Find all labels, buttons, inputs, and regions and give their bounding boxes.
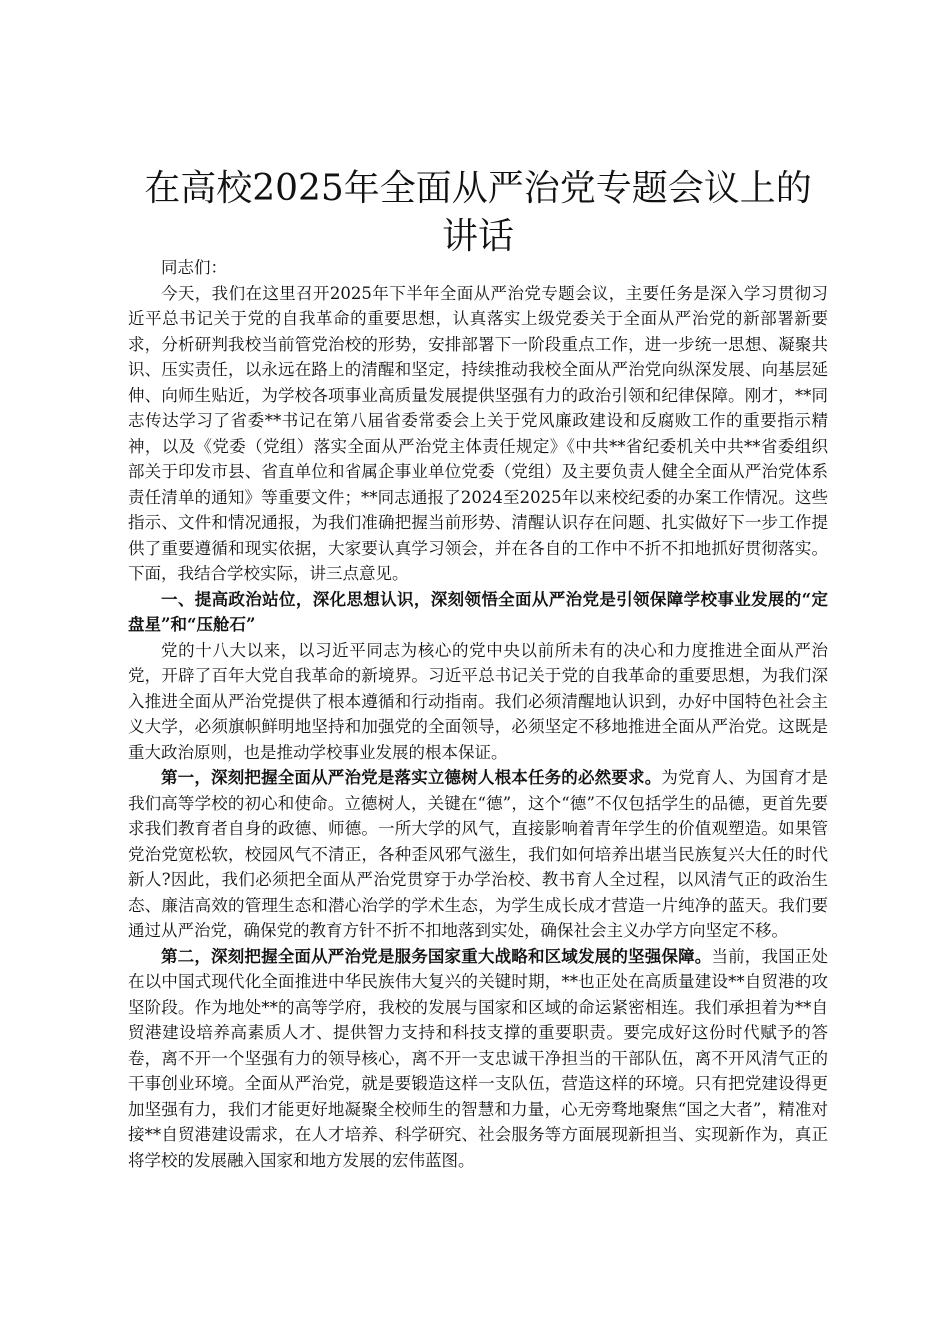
point-2-lead: 第二，深刻把握全面从严治党是服务国家重大战略和区域发展的坚强保障。 (161, 946, 712, 966)
point-1-text: 为党育人、为国育才是我们高等学校的初心和使命。立德树人，关键在“德”，这个“德”不仅包括学生的品德，更首先要求我们教育者自身的政德、师德。一所大学的风气，直接影响着青年学生的价值观塑造。如果管党治党宽松软，校园风气不清正，各种歪风邪气滋生，我们如何培养出堪当民族复兴大任的时代新人?因此，我们必须把全面从严治党贯穿于办学治校、教书育人全过程，以风清气正的政治生态、廉洁高效的管理生态和潜心治学的学术生态，为学生成长成才营造一片纯净的蓝天。我们要通过从严治党，确保党的教育方针不折不扣地落到实处，确保社会主义办学方向坚定不移。 (128, 768, 829, 940)
document-title: 在高校2025年全面从严治党专题会议上的讲话 (144, 168, 812, 257)
paragraph-section-1: 党的十八大以来，以习近平同志为核心的党中央以前所未有的决心和力度推进全面从严治党，开辟了百年大党自我革命的新境界。习近平总书记关于党的自我革命的重要思想，为我们深入推进全面从严治党提供了根本遵循和行动指南。我们必须清醒地认识到，办好中国特色社会主义大学，必须旗帜鲜明地坚持和加强党的全面领导，必须坚定不移地推进全面从严治党。这既是重大政治原则，也是推动学校事业发展的根本保证。 (128, 640, 828, 762)
salutation: 同志们： (161, 258, 227, 277)
paragraph-point-2 (128, 944, 828, 1174)
point-2-text: 当前，我国正处在以中国式现代化全面推进中华民族伟大复兴的关键时期，**也正处在高质量建设**自贸港的攻坚阶段。作为地处**的高等学府，我校的发展与国家和区域的命运紧密相连。我们承担着为**自贸港建设培养高素质人才、提供智力支持和科技支撑的重要职责。要完成好这份时代赋予的答卷，离不开一个坚强有力的领导核心，离不开一支忠诚干净担当的干部队伍，离不开风清气正的干事创业环境。全面从严治党，就是要锻造这样一支队伍，营造这样的环境。只有把党建设得更加坚强有力，我们才能更好地凝聚全校师生的智慧和力量，心无旁骛地聚焦“国之大者”，精准对接**自贸港建设需求，在人才培养、科学研究、社会服务等方面展现新担当、实现新作为，真正将学校的发展融入国家和地方发展的宏伟蓝图。 (128, 946, 829, 1170)
document-body (128, 255, 828, 1173)
paragraph-point-1 (128, 765, 828, 944)
section-heading-1: 一、提高政治站位，深化思想认识，深刻领悟全面从严治党是引领保障学校事业发展的“定盘星”和“压舱石” (128, 589, 828, 634)
point-1-lead: 第一，深刻把握全面从严治党是落实立德树人根本任务的必然要求。 (161, 768, 662, 787)
paragraph-intro: 今天，我们在这里召开2025年下半年全面从严治党专题会议，主要任务是深入学习贯彻习近平总书记关于党的自我革命的重要思想，认真落实上级党委关于全面从严治党的新部署新要求，分析研判我校当前管党治校的形势，安排部署下一阶段重点工作，进一步统一思想、凝聚共识、压实责任，以永远在路上的清醒和坚定，持续推动我校全面从严治党向纵深发展、向基层延伸、向师生贴近，为学校各项事业高质量发展提供坚强有力的政治引领和纪律保障。刚才，**同志传达学习了省委**书记在第八届省委常委会上关于党风廉政建设和反腐败工作的重要指示精神，以及《党委（党组）落实全面从严治党主体责任规定》《中共**省纪委机关中共**省委组织部关于印发市县、省直单位和省属企事业单位党委（党组）及主要负责人健全全面从严治党体系责任清单的通知》等重要文件；**同志通报了2024至2025年以来校纪委的办案工作情况。这些指示、文件和情况通报，为我们准确把握当前形势、清醒认识存在问题、扎实做好下一步工作提供了重要遵循和现实依据，大家要认真学习领会，并在各自的工作中不折不扣地抓好贯彻落实。下面，我结合学校实际，讲三点意见。 (128, 283, 828, 583)
